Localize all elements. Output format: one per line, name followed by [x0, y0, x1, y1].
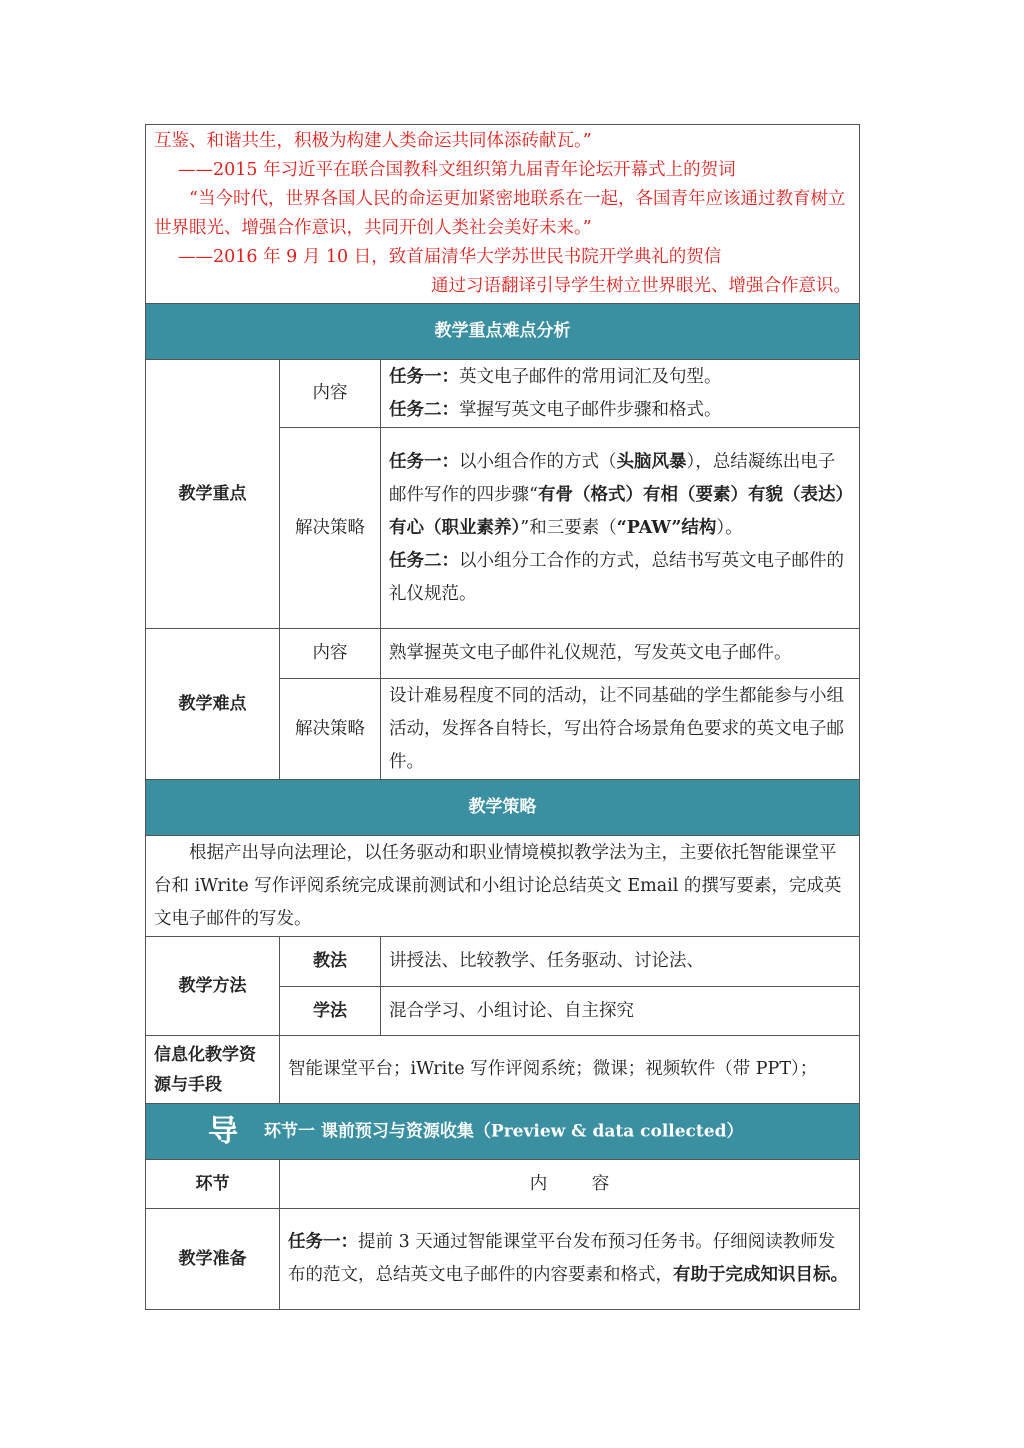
stage-big-char: 导: [208, 1113, 238, 1149]
quote-paragraph-2: “当今时代，世界各国人民的命运更加紧密地联系在一起，各国青年应该通过教育树立世界眼光、增强合作意识，共同开创人类社会美好未来。”: [154, 189, 846, 238]
strategy-task1-bold-d: 有骨（格式）有相（要素）有貌（表达）有心（职业素养）: [389, 484, 845, 538]
prep-task-label: 任务一：: [288, 1232, 358, 1252]
teach-method-text: 讲授法、比较教学、任务驱动、讨论法、: [381, 937, 860, 987]
strategy-task1-text-a: 以小组合作的方式（: [459, 451, 617, 472]
section-header-focus: 教学重点难点分析: [146, 304, 860, 360]
quote-conclusion: 通过习语翻译引导学生树立世界眼光、增强合作意识。: [431, 276, 851, 296]
stage-col2-header: 内 容: [280, 1160, 860, 1209]
stage-subtitle: （Preview & data collected）: [473, 1121, 744, 1142]
strategy-task1-text-e: ”和三要素（: [520, 517, 617, 538]
difficulties-strategy: 设计难易程度不同的活动，让不同基础的学生都能参与小组活动，发挥各自特长，写出符合场景角色要求的英文电子邮件。: [381, 679, 860, 780]
section-header-stage: [146, 1104, 860, 1160]
key-points-strategy-label: 解决策略: [280, 428, 381, 629]
task1-label: 任务一：: [389, 366, 459, 387]
difficulties-content: 熟掌握英文电子邮件礼仪规范，写发英文电子邮件。: [381, 629, 860, 679]
strategy-task1-text-g: ）。: [716, 517, 743, 538]
difficulties-strategy-label: 解决策略: [280, 679, 381, 780]
task2-label: 任务二：: [389, 399, 459, 420]
strategy-task1-label: 任务一：: [389, 451, 459, 472]
learn-method-text: 混合学习、小组讨论、自主探究: [381, 987, 860, 1036]
key-points-strategy: [381, 428, 860, 629]
quote-signature-1: ——2015 年习近平在联合国教科文组织第九届青年论坛开幕式上的贺词: [178, 160, 736, 180]
lesson-plan-page: [145, 124, 859, 1310]
prep-label: 教学准备: [146, 1209, 280, 1310]
stage-col1-header: 环节: [146, 1160, 280, 1209]
key-points-content-label: 内容: [280, 360, 381, 428]
quote-row: [146, 125, 860, 304]
strategy-task2-label: 任务二：: [389, 550, 459, 571]
learn-method-label: 学法: [280, 987, 381, 1036]
stage-title: 环节一 课前预习与资源收集: [264, 1121, 474, 1142]
lesson-plan-table: [145, 124, 860, 1310]
prep-content: [280, 1209, 860, 1310]
difficulties-label: 教学难点: [146, 629, 280, 780]
strategy-task2-text: 以小组分工合作的方式，总结书写英文电子邮件的礼仪规范。: [389, 550, 844, 604]
quote-line1: 互鉴、和谐共生，积极为构建人类命运共同体添砖献瓦。”: [154, 131, 592, 151]
prep-task-bold: 有助于完成知识目标。: [673, 1265, 848, 1285]
task1-text: 英文电子邮件的常用词汇及句型。: [459, 366, 722, 387]
strategy-task1-text-c: ），总结凝练出电子邮件写作的四步骤“: [389, 451, 836, 505]
prep-task-text: 提前 3 天通过智能课堂平台发布预习任务书。仔细阅读教师发布的范文，总结英文电子邮件的内容要素和格式，: [288, 1232, 836, 1285]
key-points-content: [381, 360, 860, 428]
methods-label: 教学方法: [146, 937, 280, 1036]
task2-text: 掌握写英文电子邮件步骤和格式。: [459, 399, 722, 420]
strategy-task1-bold-f: “PAW”结构: [616, 517, 717, 538]
resources-label: 信息化教学资源与手段: [146, 1036, 280, 1104]
key-points-label: 教学重点: [146, 360, 280, 629]
strategy-paragraph: 根据产出导向法理论，以任务驱动和职业情境模拟教学法为主，主要依托智能课堂平台和 iWrite 写作评阅系统完成课前测试和小组讨论总结英文 Email 的撰写要素，完成英文电子邮件的写发。: [146, 836, 860, 937]
section-header-strategy: 教学策略: [146, 780, 860, 836]
resources-text: 智能课堂平台；iWrite 写作评阅系统；微课；视频软件（带 PPT）；: [280, 1036, 860, 1104]
difficulties-content-label: 内容: [280, 629, 381, 679]
strategy-task1-bold-b: 头脑风暴: [616, 451, 687, 472]
quote-signature-2: ——2016 年 9 月 10 日，致首届清华大学苏世民书院开学典礼的贺信: [178, 247, 722, 267]
teach-method-label: 教法: [280, 937, 381, 987]
quote-cell: [146, 125, 860, 304]
